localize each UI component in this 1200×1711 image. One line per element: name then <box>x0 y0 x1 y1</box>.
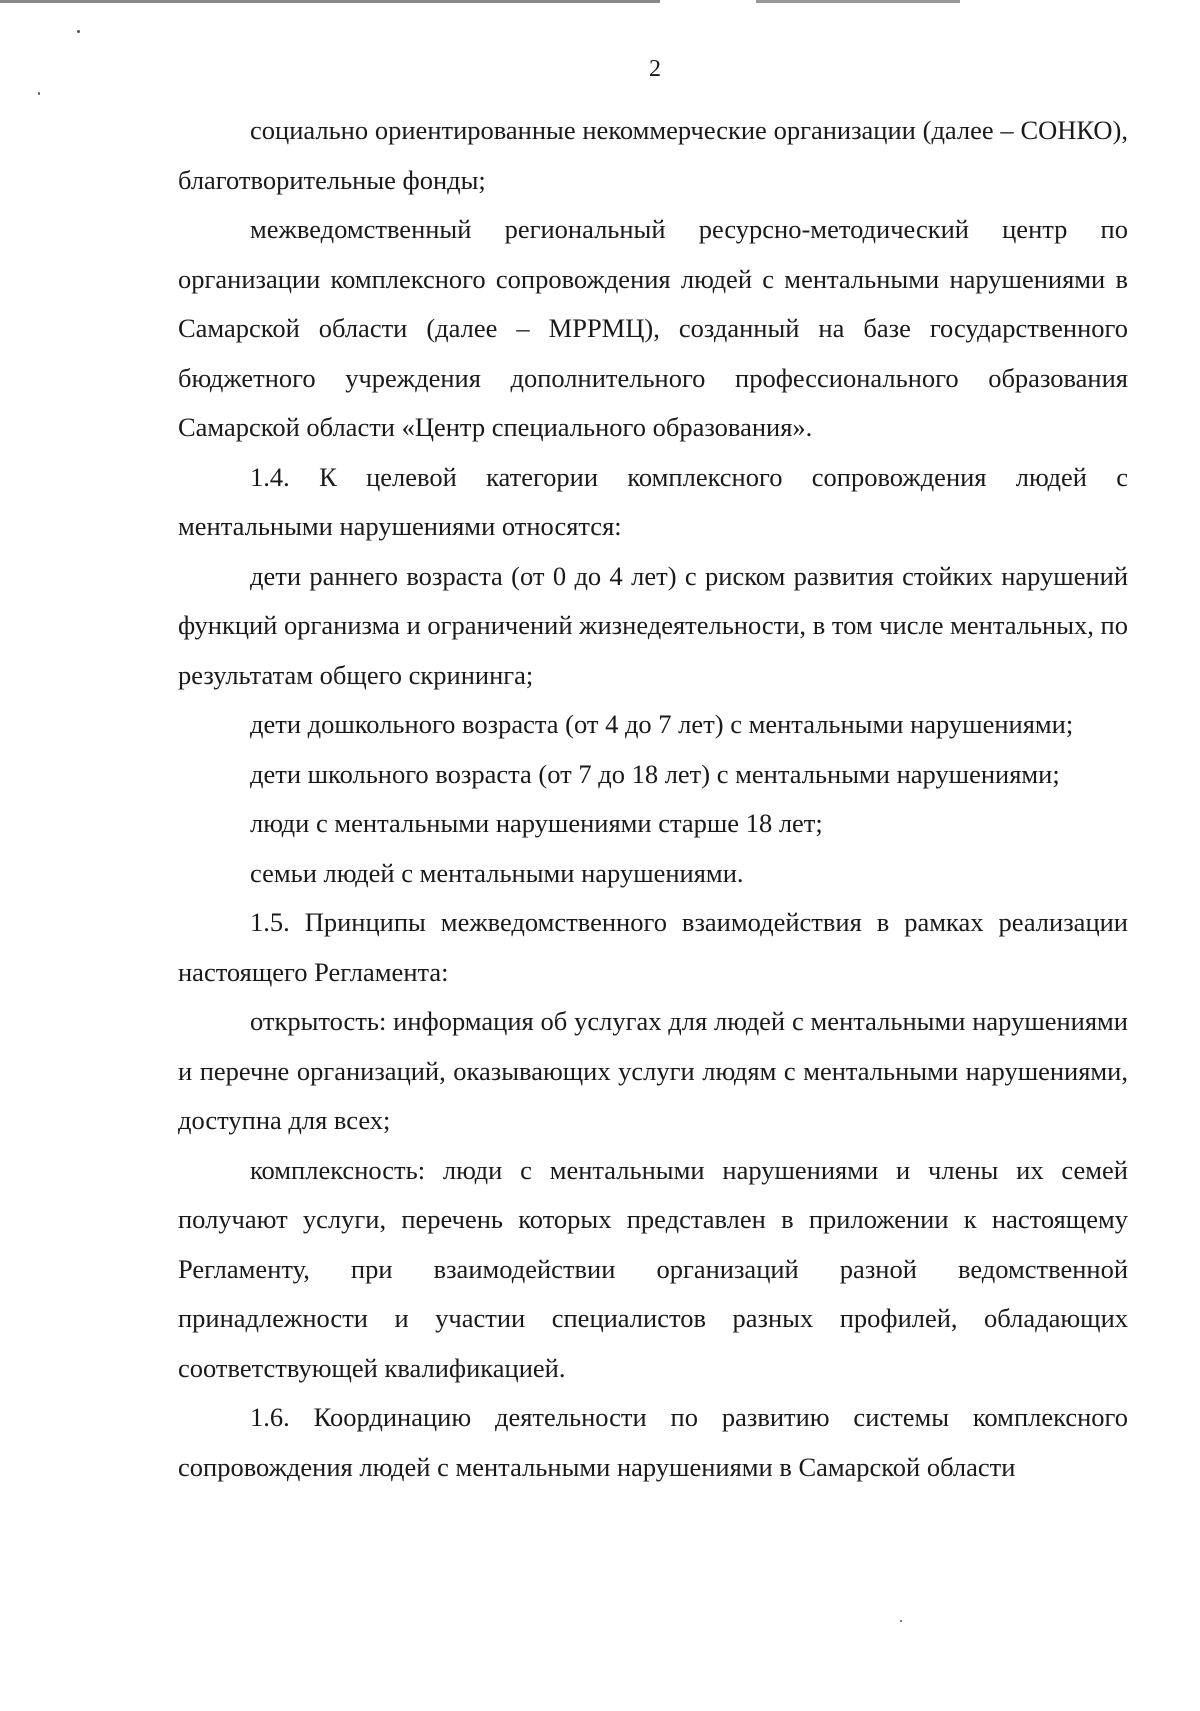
paragraph: 1.6. Координацию деятельности по развитию системы комплексного сопровождения людей с ментальными нарушениями в Самарской области <box>178 1402 1128 1482</box>
document-body <box>178 106 1128 1492</box>
page-number: 2 <box>649 56 661 82</box>
paragraph: дети дошкольного возраста (от 4 до 7 лет) с ментальными нарушениями; <box>250 709 1074 739</box>
scan-speck <box>77 30 80 33</box>
paragraph: люди с ментальными нарушениями старше 18 лет; <box>250 808 823 838</box>
paragraph: 1.5. Принципы межведомственного взаимодействия в рамках реализации настоящего Регламента: <box>178 907 1128 987</box>
paragraph: социально ориентированные некоммерческие организации (далее – СОНКО), благотворительные фонды; <box>178 115 1128 195</box>
paragraph: семьи людей с ментальными нарушениями. <box>250 857 744 888</box>
scan-speck <box>38 92 40 95</box>
scan-edge-artifact <box>0 0 1200 3</box>
paragraph: комплексность: люди с ментальными нарушениями и члены их семей получают услуги, перечень которых представлен в приложении к настоящему Регламенту, при взаимодействии организаций разной ведомственной принадлежности и участии специалистов разных профилей, обладающих соответствующей квалификацией. <box>178 1154 1128 1383</box>
paragraph: открытость: информация об услугах для людей с ментальными нарушениями и перечне организаций, оказывающих услуги людям с ментальными нарушениями, доступна для всех; <box>178 1006 1128 1135</box>
paragraph: 1.4. К целевой категории комплексного сопровождения людей с ментальными нарушениями относятся: <box>178 461 1128 541</box>
paragraph: межведомственный региональный ресурсно-методический центр по организации комплексного сопровождения людей с ментальными нарушениями в Самарской области (далее – МРРМЦ), созданный на базе государственного бюджетного учреждения дополнительного профессионального образования Самарской области «Центр специального образования». <box>178 214 1128 442</box>
scan-speck <box>900 1620 902 1622</box>
paragraph: дети раннего возраста (от 0 до 4 лет) с риском развития стойких нарушений функций организма и ограничений жизнедеятельности, в том числе ментальных, по результатам общего скрининга; <box>178 560 1128 690</box>
paragraph: дети школьного возраста (от 7 до 18 лет) с ментальными нарушениями; <box>250 758 1060 789</box>
